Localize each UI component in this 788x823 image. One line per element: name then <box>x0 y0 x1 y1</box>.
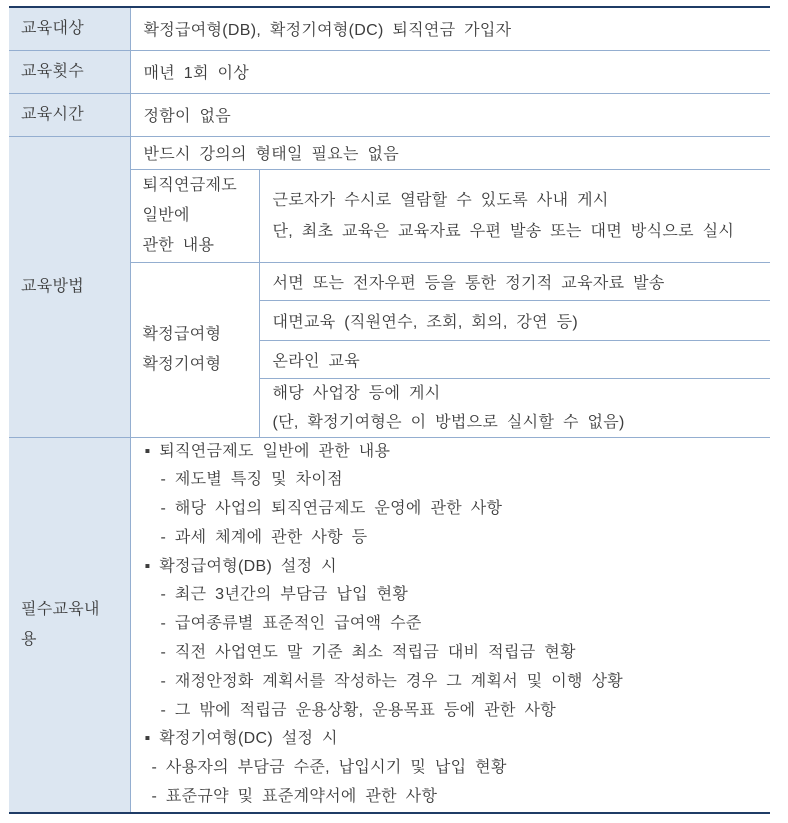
method-dbdc-sublabel-line: 확정기여형 <box>142 355 222 373</box>
row-value-education-hours: 정함이 없음 <box>130 93 770 136</box>
method-general-sublabel-line: 일반에 <box>142 206 190 224</box>
list-item: - 과세 체계에 관한 사항 등 <box>160 528 368 546</box>
required-content-list <box>130 437 770 813</box>
list-item: ▪ 확정급여형(DB) 설정 시 <box>144 557 337 575</box>
list-item: - 그 밖에 적립금 운용상황, 운용목표 등에 관한 사항 <box>160 701 556 719</box>
method-general-description-line: 단, 최초 교육은 교육자료 우편 발송 또는 대면 방식으로 실시 <box>272 222 735 240</box>
method-dbdc-sublabel <box>130 262 259 437</box>
method-general-sublabel-line: 관한 내용 <box>142 236 215 254</box>
table-row <box>9 50 770 93</box>
list-item: - 사용자의 부담금 수준, 납입시기 및 납입 현황 <box>151 759 507 777</box>
row-label-education-hours: 교육시간 <box>9 93 130 136</box>
list-item: ▪ 퇴직연금제도 일반에 관한 내용 <box>144 442 391 460</box>
method-dbdc-item-posting-line: (단, 확정기여형은 이 방법으로 실시할 수 없음) <box>272 413 625 431</box>
list-item: - 급여종류별 표준적인 급여액 수준 <box>160 615 422 633</box>
method-general-description <box>259 169 770 262</box>
method-dbdc-item-posting <box>259 378 770 437</box>
method-general-sublabel-line: 퇴직연금제도 <box>142 176 238 194</box>
list-item: - 재정안정화 계획서를 작성하는 경우 그 계획서 및 이행 상황 <box>160 672 623 690</box>
method-dbdc-item-facetoface: 대면교육 (직원연수, 조회, 회의, 강연 등) <box>259 300 770 340</box>
row-label-required-content: 필수교육내용 <box>9 437 130 813</box>
list-item: - 제도별 특징 및 차이점 <box>160 471 343 489</box>
list-item: - 표준규약 및 표준계약서에 관한 사항 <box>151 788 438 806</box>
method-dbdc-item-posting-line: 해당 사업장 등에 게시 <box>272 384 441 402</box>
list-item: - 직전 사업연도 말 기준 최소 적립금 대비 적립금 현황 <box>160 644 576 662</box>
method-dbdc-item-online: 온라인 교육 <box>259 340 770 378</box>
table-row <box>9 7 770 50</box>
table-row <box>9 136 770 169</box>
row-value-education-target: 확정급여형(DB), 확정기여형(DC) 퇴직연금 가입자 <box>130 7 770 50</box>
list-item: - 최근 3년간의 부담금 납입 현황 <box>160 586 409 604</box>
row-label-education-method: 교육방법 <box>9 136 130 437</box>
method-note: 반드시 강의의 형태일 필요는 없음 <box>130 136 770 169</box>
method-dbdc-sublabel-line: 확정급여형 <box>142 325 222 343</box>
method-dbdc-item-mail: 서면 또는 전자우편 등을 통한 정기적 교육자료 발송 <box>259 262 770 300</box>
row-label-education-target: 교육대상 <box>9 7 130 50</box>
row-label-education-frequency: 교육횟수 <box>9 50 130 93</box>
method-general-description-line: 근로자가 수시로 열람할 수 있도록 사내 게시 <box>272 191 609 209</box>
table-row <box>9 437 770 813</box>
method-general-sublabel <box>130 169 259 262</box>
list-item: ▪ 확정기여형(DC) 설정 시 <box>144 730 338 748</box>
list-item: - 해당 사업의 퇴직연금제도 운영에 관한 사항 <box>160 500 503 518</box>
row-value-education-frequency: 매년 1회 이상 <box>130 50 770 93</box>
pension-education-table <box>9 6 770 814</box>
table-row <box>9 93 770 136</box>
